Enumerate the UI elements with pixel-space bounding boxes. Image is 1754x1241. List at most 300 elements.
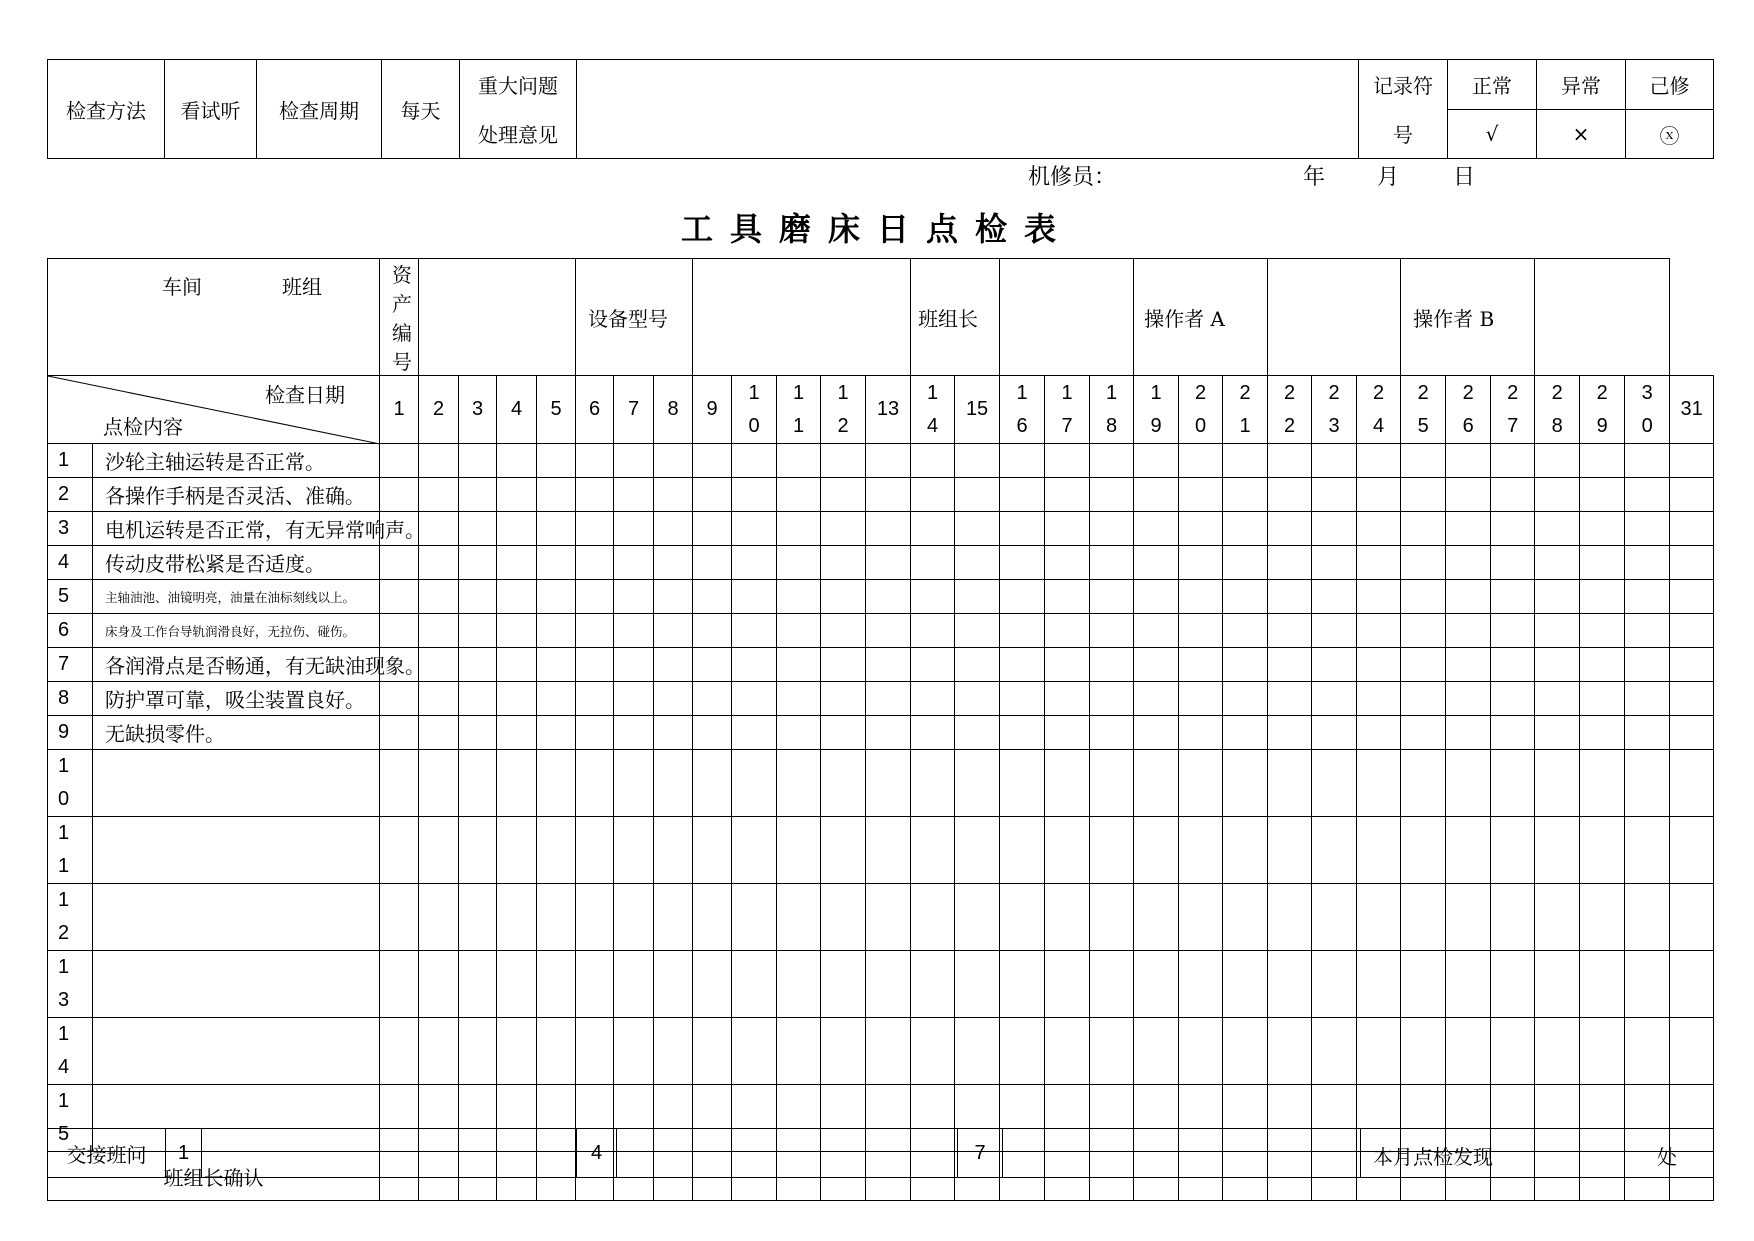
check-cell[interactable] xyxy=(1312,478,1357,512)
check-cell[interactable] xyxy=(419,546,459,580)
check-cell[interactable] xyxy=(459,750,497,817)
check-cell[interactable] xyxy=(821,750,866,817)
check-cell[interactable] xyxy=(1580,444,1625,478)
check-cell[interactable] xyxy=(537,512,576,546)
check-cell[interactable] xyxy=(1670,614,1714,648)
check-cell[interactable] xyxy=(614,817,654,884)
check-cell[interactable] xyxy=(821,716,866,750)
check-cell[interactable] xyxy=(866,580,911,614)
check-cell[interactable] xyxy=(1446,580,1491,614)
check-cell[interactable] xyxy=(1625,716,1670,750)
check-cell[interactable] xyxy=(1223,1018,1268,1085)
check-cell[interactable] xyxy=(1357,648,1401,682)
check-cell[interactable] xyxy=(497,1018,537,1085)
check-cell[interactable] xyxy=(497,580,537,614)
check-cell[interactable] xyxy=(911,817,955,884)
check-cell[interactable] xyxy=(1535,682,1580,716)
check-cell[interactable] xyxy=(1045,1018,1090,1085)
check-cell[interactable] xyxy=(537,682,576,716)
check-cell[interactable] xyxy=(955,951,1000,1018)
check-cell[interactable] xyxy=(1223,614,1268,648)
check-cell[interactable] xyxy=(1491,648,1535,682)
check-cell[interactable] xyxy=(777,546,821,580)
check-cell[interactable] xyxy=(1401,682,1446,716)
check-cell[interactable] xyxy=(654,512,693,546)
check-cell[interactable] xyxy=(955,580,1000,614)
check-cell[interactable] xyxy=(1045,546,1090,580)
check-cell[interactable] xyxy=(693,817,732,884)
check-cell[interactable] xyxy=(497,682,537,716)
check-cell[interactable] xyxy=(1446,648,1491,682)
check-cell[interactable] xyxy=(1580,750,1625,817)
check-cell[interactable] xyxy=(1580,580,1625,614)
check-cell[interactable] xyxy=(955,1018,1000,1085)
check-cell[interactable] xyxy=(1134,716,1179,750)
check-cell[interactable] xyxy=(911,444,955,478)
check-cell[interactable] xyxy=(576,884,614,951)
check-cell[interactable] xyxy=(654,546,693,580)
check-cell[interactable] xyxy=(1401,716,1446,750)
check-cell[interactable] xyxy=(777,512,821,546)
check-cell[interactable] xyxy=(1625,1018,1670,1085)
check-cell[interactable] xyxy=(1312,444,1357,478)
check-cell[interactable] xyxy=(576,512,614,546)
check-cell[interactable] xyxy=(693,512,732,546)
check-cell[interactable] xyxy=(459,1018,497,1085)
check-cell[interactable] xyxy=(1491,444,1535,478)
check-cell[interactable] xyxy=(1045,444,1090,478)
check-cell[interactable] xyxy=(1535,478,1580,512)
check-cell[interactable] xyxy=(821,444,866,478)
check-cell[interactable] xyxy=(1401,884,1446,951)
check-cell[interactable] xyxy=(1580,1018,1625,1085)
check-cell[interactable] xyxy=(419,817,459,884)
check-cell[interactable] xyxy=(1670,951,1714,1018)
check-cell[interactable] xyxy=(1312,817,1357,884)
check-cell[interactable] xyxy=(693,750,732,817)
check-cell[interactable] xyxy=(821,1018,866,1085)
check-cell[interactable] xyxy=(1000,648,1045,682)
check-cell[interactable] xyxy=(1312,716,1357,750)
check-cell[interactable] xyxy=(1535,648,1580,682)
check-cell[interactable] xyxy=(1401,1018,1446,1085)
check-cell[interactable] xyxy=(1491,546,1535,580)
check-cell[interactable] xyxy=(1000,951,1045,1018)
check-cell[interactable] xyxy=(380,682,419,716)
check-cell[interactable] xyxy=(459,580,497,614)
check-cell[interactable] xyxy=(1179,682,1223,716)
check-cell[interactable] xyxy=(576,750,614,817)
check-cell[interactable] xyxy=(1045,648,1090,682)
operator-b-field[interactable] xyxy=(1535,259,1670,376)
check-cell[interactable] xyxy=(1357,750,1401,817)
check-cell[interactable] xyxy=(955,817,1000,884)
check-cell[interactable] xyxy=(1134,817,1179,884)
check-cell[interactable] xyxy=(911,716,955,750)
check-cell[interactable] xyxy=(1223,512,1268,546)
check-cell[interactable] xyxy=(1625,546,1670,580)
check-cell[interactable] xyxy=(1179,546,1223,580)
check-cell[interactable] xyxy=(821,546,866,580)
check-cell[interactable] xyxy=(576,817,614,884)
check-cell[interactable] xyxy=(614,648,654,682)
check-cell[interactable] xyxy=(419,1018,459,1085)
check-cell[interactable] xyxy=(654,716,693,750)
check-cell[interactable] xyxy=(1491,884,1535,951)
check-cell[interactable] xyxy=(419,580,459,614)
check-cell[interactable] xyxy=(1670,1018,1714,1085)
check-cell[interactable] xyxy=(1535,614,1580,648)
check-cell[interactable] xyxy=(1535,546,1580,580)
check-cell[interactable] xyxy=(1491,817,1535,884)
check-cell[interactable] xyxy=(821,951,866,1018)
check-cell[interactable] xyxy=(576,1018,614,1085)
check-cell[interactable] xyxy=(537,817,576,884)
check-cell[interactable] xyxy=(693,478,732,512)
check-cell[interactable] xyxy=(1090,682,1134,716)
check-cell[interactable] xyxy=(1000,884,1045,951)
check-cell[interactable] xyxy=(1535,716,1580,750)
check-cell[interactable] xyxy=(1090,884,1134,951)
check-cell[interactable] xyxy=(654,1018,693,1085)
check-cell[interactable] xyxy=(1625,648,1670,682)
check-cell[interactable] xyxy=(1357,682,1401,716)
check-cell[interactable] xyxy=(1357,512,1401,546)
check-cell[interactable] xyxy=(614,614,654,648)
check-cell[interactable] xyxy=(732,614,777,648)
check-cell[interactable] xyxy=(654,817,693,884)
check-cell[interactable] xyxy=(1491,580,1535,614)
check-cell[interactable] xyxy=(1446,817,1491,884)
check-cell[interactable] xyxy=(732,580,777,614)
check-cell[interactable] xyxy=(732,546,777,580)
check-cell[interactable] xyxy=(419,750,459,817)
check-cell[interactable] xyxy=(866,716,911,750)
check-cell[interactable] xyxy=(1045,478,1090,512)
check-cell[interactable] xyxy=(1625,444,1670,478)
check-cell[interactable] xyxy=(576,546,614,580)
check-cell[interactable] xyxy=(1312,614,1357,648)
check-cell[interactable] xyxy=(1268,580,1312,614)
check-cell[interactable] xyxy=(1401,444,1446,478)
check-cell[interactable] xyxy=(1670,478,1714,512)
operator-a-field[interactable] xyxy=(1268,259,1401,376)
check-cell[interactable] xyxy=(1357,478,1401,512)
check-cell[interactable] xyxy=(1090,478,1134,512)
check-cell[interactable] xyxy=(1000,750,1045,817)
check-cell[interactable] xyxy=(1357,444,1401,478)
check-cell[interactable] xyxy=(537,614,576,648)
check-cell[interactable] xyxy=(955,546,1000,580)
check-cell[interactable] xyxy=(497,817,537,884)
check-cell[interactable] xyxy=(777,817,821,884)
check-cell[interactable] xyxy=(1670,512,1714,546)
check-cell[interactable] xyxy=(1134,682,1179,716)
check-cell[interactable] xyxy=(1179,750,1223,817)
check-cell[interactable] xyxy=(576,614,614,648)
check-cell[interactable] xyxy=(911,546,955,580)
check-cell[interactable] xyxy=(955,716,1000,750)
check-cell[interactable] xyxy=(732,478,777,512)
check-cell[interactable] xyxy=(1357,1018,1401,1085)
check-cell[interactable] xyxy=(459,884,497,951)
check-cell[interactable] xyxy=(1134,614,1179,648)
check-cell[interactable] xyxy=(1000,580,1045,614)
check-cell[interactable] xyxy=(614,884,654,951)
check-cell[interactable] xyxy=(693,951,732,1018)
check-cell[interactable] xyxy=(911,750,955,817)
check-cell[interactable] xyxy=(1625,512,1670,546)
check-cell[interactable] xyxy=(1000,716,1045,750)
check-cell[interactable] xyxy=(459,512,497,546)
check-cell[interactable] xyxy=(1312,750,1357,817)
check-cell[interactable] xyxy=(866,478,911,512)
check-cell[interactable] xyxy=(537,951,576,1018)
check-cell[interactable] xyxy=(419,682,459,716)
check-cell[interactable] xyxy=(459,478,497,512)
check-cell[interactable] xyxy=(1000,444,1045,478)
check-cell[interactable] xyxy=(654,884,693,951)
check-cell[interactable] xyxy=(1580,512,1625,546)
check-cell[interactable] xyxy=(693,580,732,614)
check-cell[interactable] xyxy=(1268,750,1312,817)
handover-field-7[interactable] xyxy=(1003,1129,1361,1178)
check-cell[interactable] xyxy=(1045,750,1090,817)
check-cell[interactable] xyxy=(777,580,821,614)
check-cell[interactable] xyxy=(732,682,777,716)
check-cell[interactable] xyxy=(1000,546,1045,580)
check-cell[interactable] xyxy=(380,614,419,648)
check-cell[interactable] xyxy=(1268,512,1312,546)
check-cell[interactable] xyxy=(1625,951,1670,1018)
check-cell[interactable] xyxy=(1446,716,1491,750)
check-cell[interactable] xyxy=(732,1018,777,1085)
check-cell[interactable] xyxy=(380,817,419,884)
check-cell[interactable] xyxy=(1223,444,1268,478)
check-cell[interactable] xyxy=(1134,648,1179,682)
check-cell[interactable] xyxy=(1446,884,1491,951)
check-cell[interactable] xyxy=(1580,478,1625,512)
check-cell[interactable] xyxy=(537,546,576,580)
check-cell[interactable] xyxy=(1179,512,1223,546)
check-cell[interactable] xyxy=(1401,580,1446,614)
check-cell[interactable] xyxy=(497,951,537,1018)
check-cell[interactable] xyxy=(1357,546,1401,580)
team-leader-field[interactable] xyxy=(1000,259,1134,376)
check-cell[interactable] xyxy=(777,444,821,478)
check-cell[interactable] xyxy=(1090,648,1134,682)
check-cell[interactable] xyxy=(1090,444,1134,478)
check-cell[interactable] xyxy=(1670,884,1714,951)
check-cell[interactable] xyxy=(911,682,955,716)
check-cell[interactable] xyxy=(693,648,732,682)
check-cell[interactable] xyxy=(654,682,693,716)
check-cell[interactable] xyxy=(1179,648,1223,682)
check-cell[interactable] xyxy=(1223,682,1268,716)
check-cell[interactable] xyxy=(537,1018,576,1085)
check-cell[interactable] xyxy=(732,884,777,951)
check-cell[interactable] xyxy=(419,951,459,1018)
check-cell[interactable] xyxy=(1000,614,1045,648)
check-cell[interactable] xyxy=(614,512,654,546)
check-cell[interactable] xyxy=(497,614,537,648)
asset-no-field[interactable] xyxy=(419,259,576,376)
check-cell[interactable] xyxy=(1045,951,1090,1018)
check-cell[interactable] xyxy=(777,750,821,817)
check-cell[interactable] xyxy=(459,614,497,648)
check-cell[interactable] xyxy=(419,478,459,512)
check-cell[interactable] xyxy=(1446,512,1491,546)
check-cell[interactable] xyxy=(614,546,654,580)
check-cell[interactable] xyxy=(497,546,537,580)
check-cell[interactable] xyxy=(955,884,1000,951)
check-cell[interactable] xyxy=(866,884,911,951)
check-cell[interactable] xyxy=(693,614,732,648)
check-cell[interactable] xyxy=(537,444,576,478)
check-cell[interactable] xyxy=(1357,716,1401,750)
check-cell[interactable] xyxy=(1223,951,1268,1018)
check-cell[interactable] xyxy=(1625,884,1670,951)
check-cell[interactable] xyxy=(693,444,732,478)
check-cell[interactable] xyxy=(1446,614,1491,648)
check-cell[interactable] xyxy=(1090,546,1134,580)
check-cell[interactable] xyxy=(419,884,459,951)
check-cell[interactable] xyxy=(654,648,693,682)
check-cell[interactable] xyxy=(821,648,866,682)
check-cell[interactable] xyxy=(419,444,459,478)
check-cell[interactable] xyxy=(1625,682,1670,716)
check-cell[interactable] xyxy=(380,478,419,512)
check-cell[interactable] xyxy=(1625,580,1670,614)
check-cell[interactable] xyxy=(1179,951,1223,1018)
check-cell[interactable] xyxy=(1580,648,1625,682)
check-cell[interactable] xyxy=(1312,884,1357,951)
check-cell[interactable] xyxy=(380,1018,419,1085)
check-cell[interactable] xyxy=(576,478,614,512)
check-cell[interactable] xyxy=(576,951,614,1018)
check-cell[interactable] xyxy=(1580,546,1625,580)
check-cell[interactable] xyxy=(955,648,1000,682)
check-cell[interactable] xyxy=(459,444,497,478)
check-cell[interactable] xyxy=(459,682,497,716)
check-cell[interactable] xyxy=(732,951,777,1018)
check-cell[interactable] xyxy=(1134,951,1179,1018)
check-cell[interactable] xyxy=(1357,817,1401,884)
check-cell[interactable] xyxy=(732,716,777,750)
check-cell[interactable] xyxy=(1045,614,1090,648)
check-cell[interactable] xyxy=(821,817,866,884)
check-cell[interactable] xyxy=(866,546,911,580)
check-cell[interactable] xyxy=(777,884,821,951)
check-cell[interactable] xyxy=(576,716,614,750)
check-cell[interactable] xyxy=(1580,716,1625,750)
check-cell[interactable] xyxy=(866,512,911,546)
check-cell[interactable] xyxy=(1535,512,1580,546)
check-cell[interactable] xyxy=(1268,951,1312,1018)
check-cell[interactable] xyxy=(1580,682,1625,716)
check-cell[interactable] xyxy=(1535,951,1580,1018)
check-cell[interactable] xyxy=(1535,750,1580,817)
check-cell[interactable] xyxy=(1268,817,1312,884)
check-cell[interactable] xyxy=(1268,682,1312,716)
check-cell[interactable] xyxy=(576,648,614,682)
check-cell[interactable] xyxy=(866,648,911,682)
check-cell[interactable] xyxy=(497,512,537,546)
check-cell[interactable] xyxy=(1134,478,1179,512)
check-cell[interactable] xyxy=(1625,478,1670,512)
check-cell[interactable] xyxy=(1268,884,1312,951)
check-cell[interactable] xyxy=(1670,444,1714,478)
check-cell[interactable] xyxy=(1268,444,1312,478)
check-cell[interactable] xyxy=(1535,817,1580,884)
check-cell[interactable] xyxy=(1223,884,1268,951)
check-cell[interactable] xyxy=(911,478,955,512)
check-cell[interactable] xyxy=(1491,750,1535,817)
check-cell[interactable] xyxy=(1357,951,1401,1018)
check-cell[interactable] xyxy=(1670,682,1714,716)
check-cell[interactable] xyxy=(1312,951,1357,1018)
check-cell[interactable] xyxy=(1134,750,1179,817)
check-cell[interactable] xyxy=(777,951,821,1018)
check-cell[interactable] xyxy=(1357,884,1401,951)
check-cell[interactable] xyxy=(1357,614,1401,648)
check-cell[interactable] xyxy=(1134,884,1179,951)
check-cell[interactable] xyxy=(732,512,777,546)
check-cell[interactable] xyxy=(1625,614,1670,648)
check-cell[interactable] xyxy=(1000,682,1045,716)
check-cell[interactable] xyxy=(955,614,1000,648)
check-cell[interactable] xyxy=(911,884,955,951)
check-cell[interactable] xyxy=(693,884,732,951)
check-cell[interactable] xyxy=(497,478,537,512)
check-cell[interactable] xyxy=(1401,614,1446,648)
check-cell[interactable] xyxy=(1223,478,1268,512)
check-cell[interactable] xyxy=(614,1018,654,1085)
check-cell[interactable] xyxy=(1580,614,1625,648)
check-cell[interactable] xyxy=(459,817,497,884)
check-cell[interactable] xyxy=(866,1018,911,1085)
check-cell[interactable] xyxy=(1491,478,1535,512)
check-cell[interactable] xyxy=(1580,884,1625,951)
check-cell[interactable] xyxy=(955,750,1000,817)
check-cell[interactable] xyxy=(497,750,537,817)
check-cell[interactable] xyxy=(1535,1018,1580,1085)
check-cell[interactable] xyxy=(1491,716,1535,750)
check-cell[interactable] xyxy=(732,750,777,817)
check-cell[interactable] xyxy=(911,951,955,1018)
check-cell[interactable] xyxy=(1401,817,1446,884)
check-cell[interactable] xyxy=(419,716,459,750)
check-cell[interactable] xyxy=(614,716,654,750)
workshop-team-cell[interactable] xyxy=(48,259,380,376)
check-cell[interactable] xyxy=(459,716,497,750)
check-cell[interactable] xyxy=(459,546,497,580)
check-cell[interactable] xyxy=(497,444,537,478)
check-cell[interactable] xyxy=(654,478,693,512)
check-cell[interactable] xyxy=(1446,444,1491,478)
check-cell[interactable] xyxy=(1446,1018,1491,1085)
check-cell[interactable] xyxy=(1223,817,1268,884)
check-cell[interactable] xyxy=(911,1018,955,1085)
check-cell[interactable] xyxy=(1535,580,1580,614)
check-cell[interactable] xyxy=(537,478,576,512)
check-cell[interactable] xyxy=(537,648,576,682)
check-cell[interactable] xyxy=(1446,682,1491,716)
check-cell[interactable] xyxy=(1670,648,1714,682)
check-cell[interactable] xyxy=(1045,884,1090,951)
check-cell[interactable] xyxy=(911,512,955,546)
check-cell[interactable] xyxy=(1312,682,1357,716)
